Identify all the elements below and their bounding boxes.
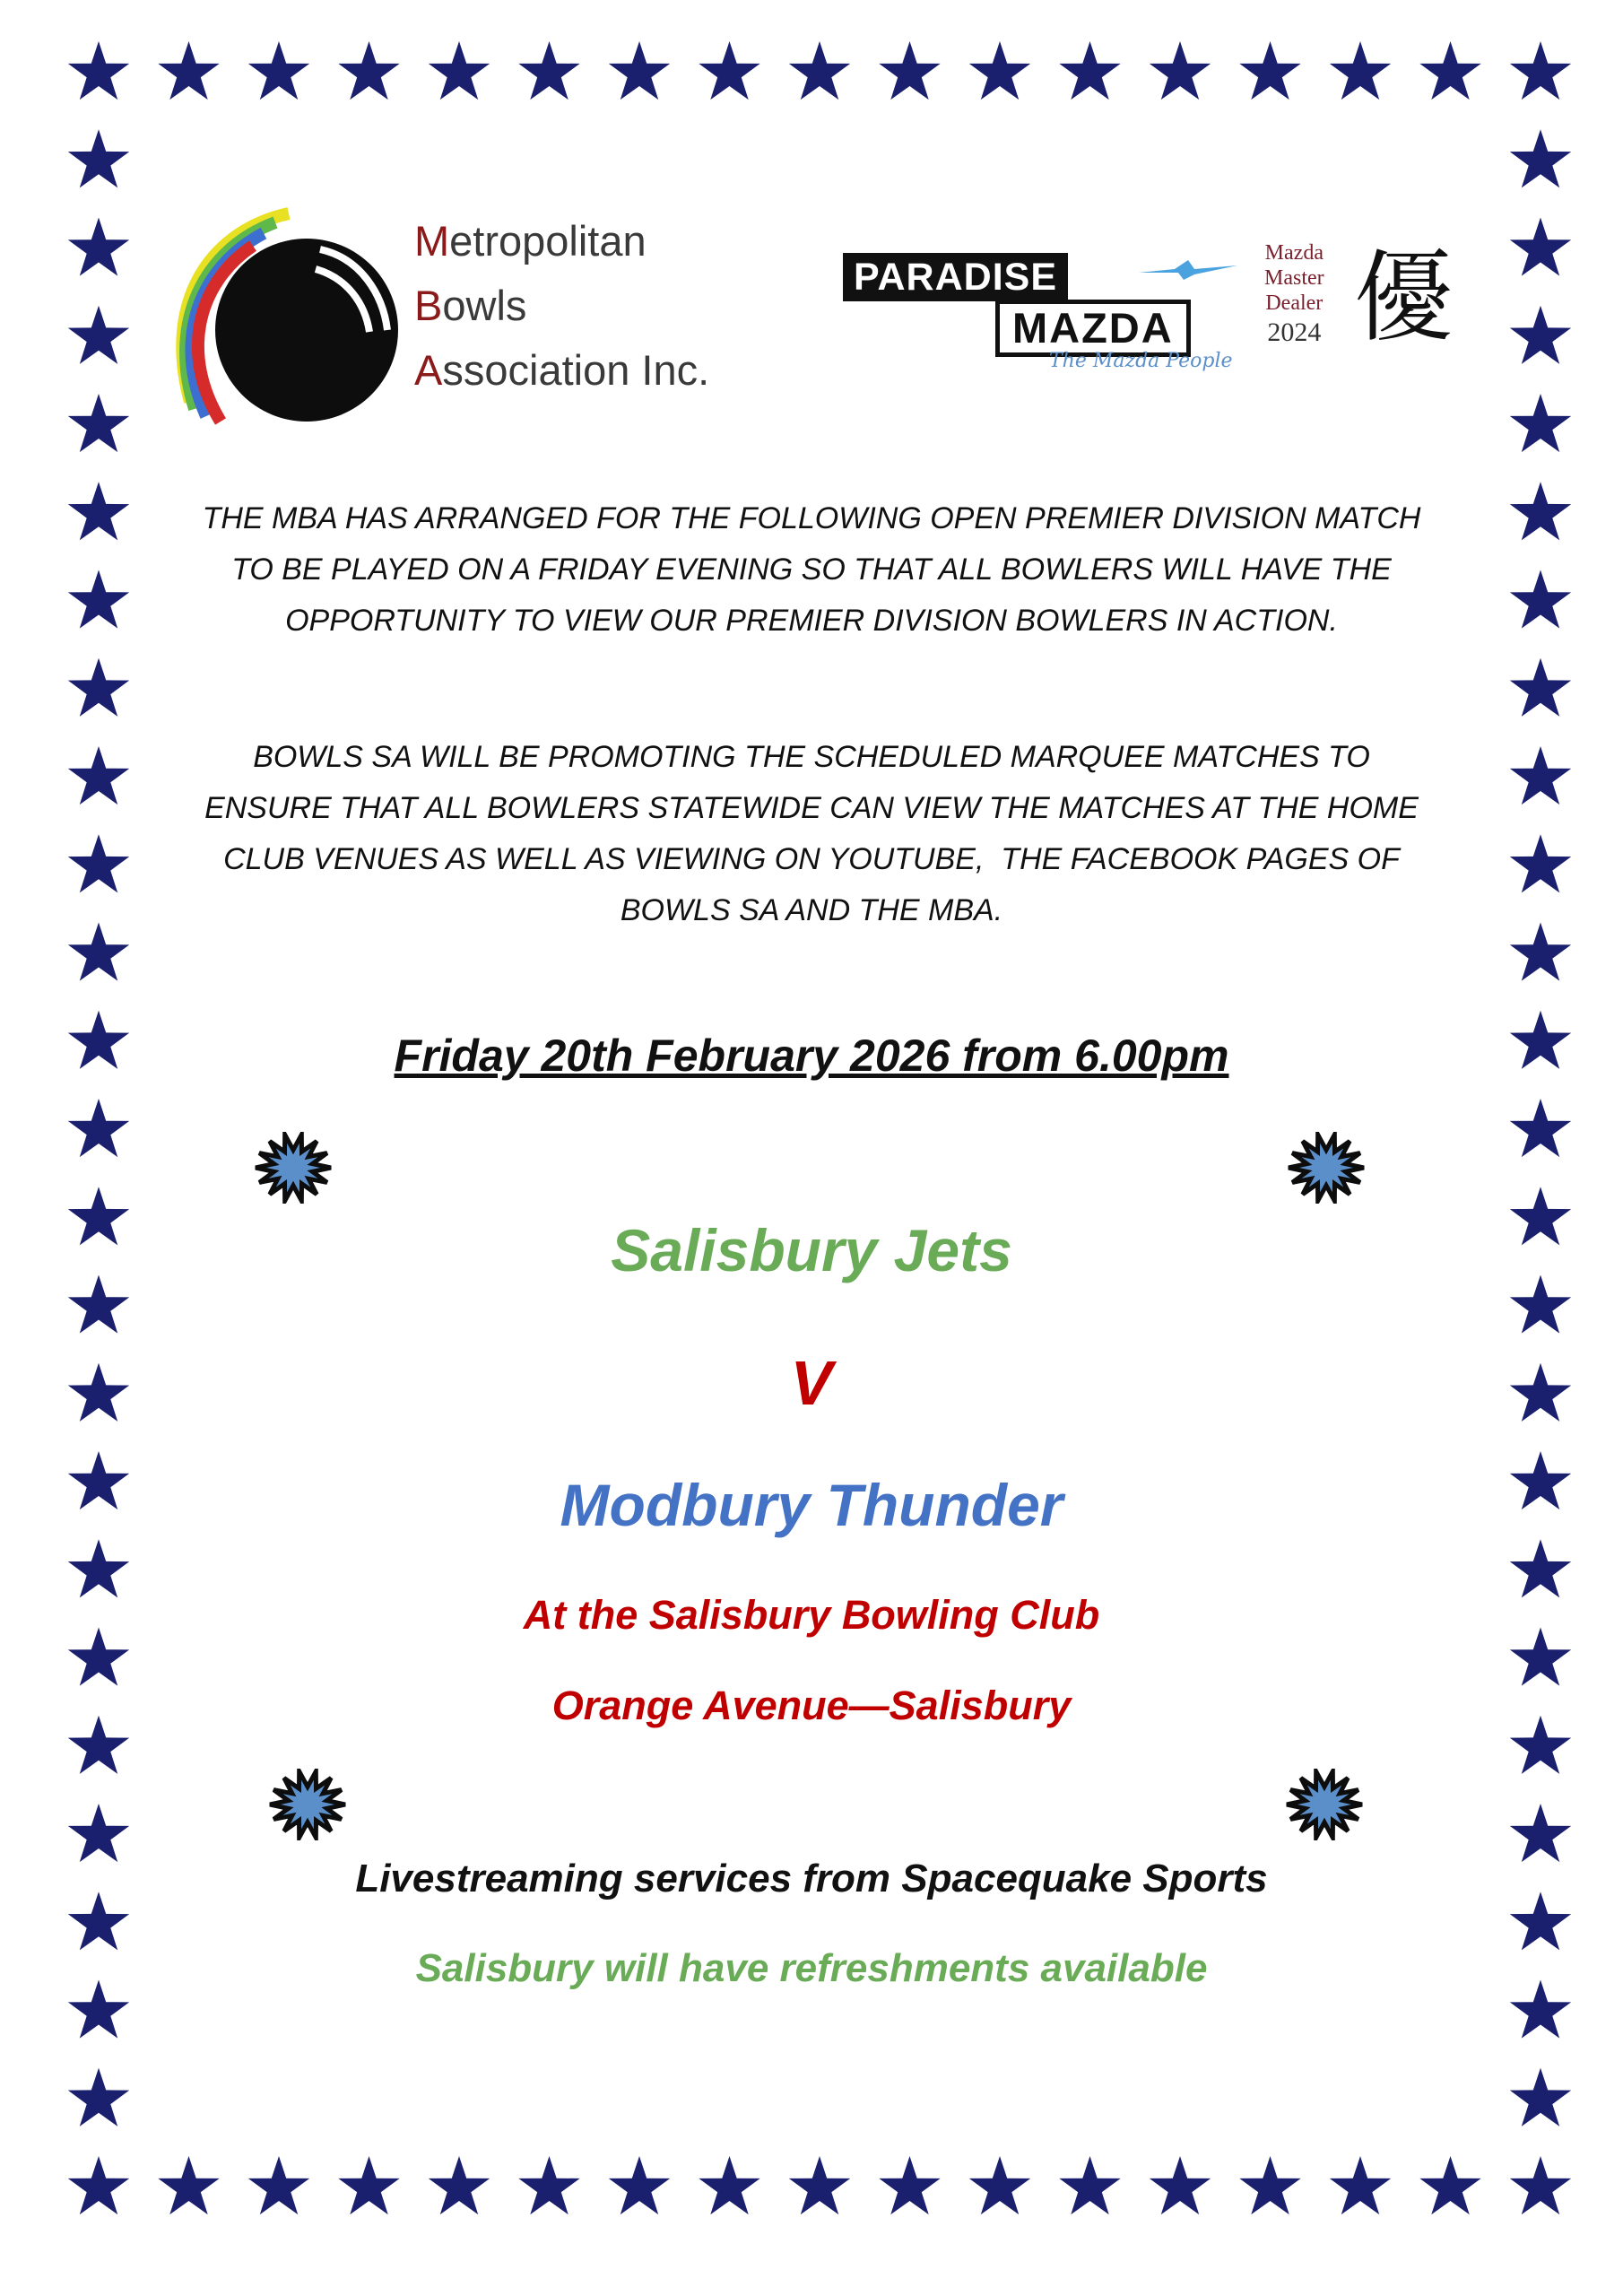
- star-icon: [1510, 2156, 1571, 2214]
- intro-paragraph-1: [179, 493, 1444, 647]
- star-icon: [429, 2156, 490, 2214]
- star-icon: [68, 746, 129, 804]
- star-icon: [1510, 1539, 1571, 1597]
- venue-address: Orange Avenue—Salisbury: [551, 1683, 1072, 1728]
- star-icon: [1419, 2156, 1480, 2214]
- star-icon: [789, 41, 850, 100]
- star-icon: [1510, 1804, 1571, 1862]
- star-icon: [68, 218, 129, 276]
- badge-line-mazda: Mazda: [1264, 241, 1324, 265]
- star-icon: [1510, 41, 1571, 100]
- star-icon: [68, 923, 129, 981]
- intro-line: BOWLS SA AND THE MBA.: [620, 893, 1003, 927]
- star-icon: [68, 41, 129, 100]
- star-icon: [1510, 658, 1571, 717]
- mba-initial-b: B: [414, 282, 443, 329]
- star-icon: [1150, 2156, 1211, 2214]
- master-dealer-badge: [1264, 240, 1324, 350]
- star-icon: [68, 2156, 129, 2214]
- star-icon: [158, 41, 219, 100]
- intro-line: CLUB VENUES AS WELL AS VIEWING ON YOUTUBE, THE FACEBOOK PAGES OF: [223, 842, 1400, 876]
- burst-icon: [267, 1769, 348, 1840]
- intro-line: ENSURE THAT ALL BOWLERS STATEWIDE CAN VIEW THE MATCHES AT THE HOME: [204, 791, 1419, 825]
- star-icon: [879, 2156, 940, 2214]
- mba-logo-text: [414, 209, 709, 403]
- seagull-icon: [1139, 253, 1237, 289]
- star-icon: [338, 41, 399, 100]
- star-icon: [969, 2156, 1030, 2214]
- paradise-wordmark: PARADISE: [843, 253, 1068, 301]
- star-icon: [248, 2156, 309, 2214]
- star-icon: [1510, 570, 1571, 629]
- star-icon: [158, 2156, 219, 2214]
- away-team: Modbury Thunder: [560, 1472, 1063, 1538]
- livestream-note: Livestreaming services from Spacequake Sports: [355, 1857, 1268, 1900]
- burst-icon: [1284, 1769, 1365, 1840]
- star-icon: [338, 2156, 399, 2214]
- star-icon: [1510, 834, 1571, 892]
- star-icon: [879, 41, 940, 100]
- star-icon: [1330, 41, 1391, 100]
- intro-line: THE MBA HAS ARRANGED FOR THE FOLLOWING OPEN PREMIER DIVISION MATCH: [202, 501, 1421, 535]
- badge-year: 2024: [1267, 317, 1322, 347]
- star-icon: [68, 1099, 129, 1157]
- star-icon: [1510, 218, 1571, 276]
- star-icon: [68, 834, 129, 892]
- star-icon: [609, 2156, 670, 2214]
- star-icon: [1510, 482, 1571, 540]
- star-icon: [1510, 394, 1571, 452]
- match-date: Friday 20th February 2026 from 6.00pm: [394, 1031, 1229, 1081]
- star-icon: [969, 41, 1030, 100]
- star-icon: [429, 41, 490, 100]
- star-icon: [68, 658, 129, 717]
- star-icon: [518, 41, 579, 100]
- star-icon: [68, 394, 129, 452]
- bowl-logo-icon: [154, 196, 405, 429]
- versus: V: [790, 1348, 833, 1418]
- star-icon: [68, 306, 129, 364]
- star-icon: [68, 2068, 129, 2126]
- badge-line-master: Master: [1264, 266, 1324, 290]
- venue: At the Salisbury Bowling Club: [523, 1592, 1100, 1638]
- mba-initial-m: M: [414, 217, 450, 265]
- star-icon: [1419, 41, 1480, 100]
- mazda-tagline: The Mazda People: [1049, 350, 1233, 372]
- star-icon: [789, 2156, 850, 2214]
- intro-line: TO BE PLAYED ON A FRIDAY EVENING SO THAT ALL BOWLERS WILL HAVE THE: [231, 552, 1392, 587]
- mba-initial-a: A: [414, 346, 443, 394]
- star-icon: [248, 41, 309, 100]
- badge-line-dealer: Dealer: [1265, 291, 1324, 315]
- star-icon: [1510, 1099, 1571, 1157]
- star-icon: [1510, 306, 1571, 364]
- star-icon: [1510, 923, 1571, 981]
- kanji-mark: 優: [1354, 240, 1453, 355]
- mba-word-metropolitan: etropolitan: [449, 217, 647, 265]
- mba-word-bowls: owls: [442, 282, 527, 329]
- star-icon: [1510, 746, 1571, 804]
- star-icon: [68, 1804, 129, 1862]
- star-icon: [1239, 41, 1300, 100]
- star-icon: [1059, 41, 1120, 100]
- paradise-mazda-logo: [843, 235, 1471, 414]
- star-icon: [1059, 2156, 1120, 2214]
- star-icon: [68, 570, 129, 629]
- star-icon: [68, 129, 129, 187]
- refreshments-note: Salisbury will have refreshments available: [415, 1946, 1208, 1990]
- intro-line: OPPORTUNITY TO VIEW OUR PREMIER DIVISION BOWLERS IN ACTION.: [285, 604, 1338, 638]
- mba-word-association: ssociation Inc.: [442, 346, 710, 394]
- star-icon: [1510, 129, 1571, 187]
- star-icon: [68, 1539, 129, 1597]
- star-icon: [1239, 2156, 1300, 2214]
- mazda-wordmark: MAZDA: [995, 300, 1191, 357]
- star-icon: [1330, 2156, 1391, 2214]
- star-icon: [699, 41, 759, 100]
- star-icon: [609, 41, 670, 100]
- burst-icon: [253, 1132, 334, 1204]
- star-icon: [1510, 2068, 1571, 2126]
- star-icon: [68, 482, 129, 540]
- star-icon: [699, 2156, 759, 2214]
- star-icon: [518, 2156, 579, 2214]
- home-team: Salisbury Jets: [611, 1217, 1012, 1283]
- intro-line: BOWLS SA WILL BE PROMOTING THE SCHEDULED MARQUEE MATCHES TO: [253, 740, 1370, 774]
- mba-logo: [154, 196, 764, 429]
- burst-icon: [1286, 1132, 1367, 1204]
- intro-paragraph-2: [179, 732, 1444, 936]
- star-icon: [1150, 41, 1211, 100]
